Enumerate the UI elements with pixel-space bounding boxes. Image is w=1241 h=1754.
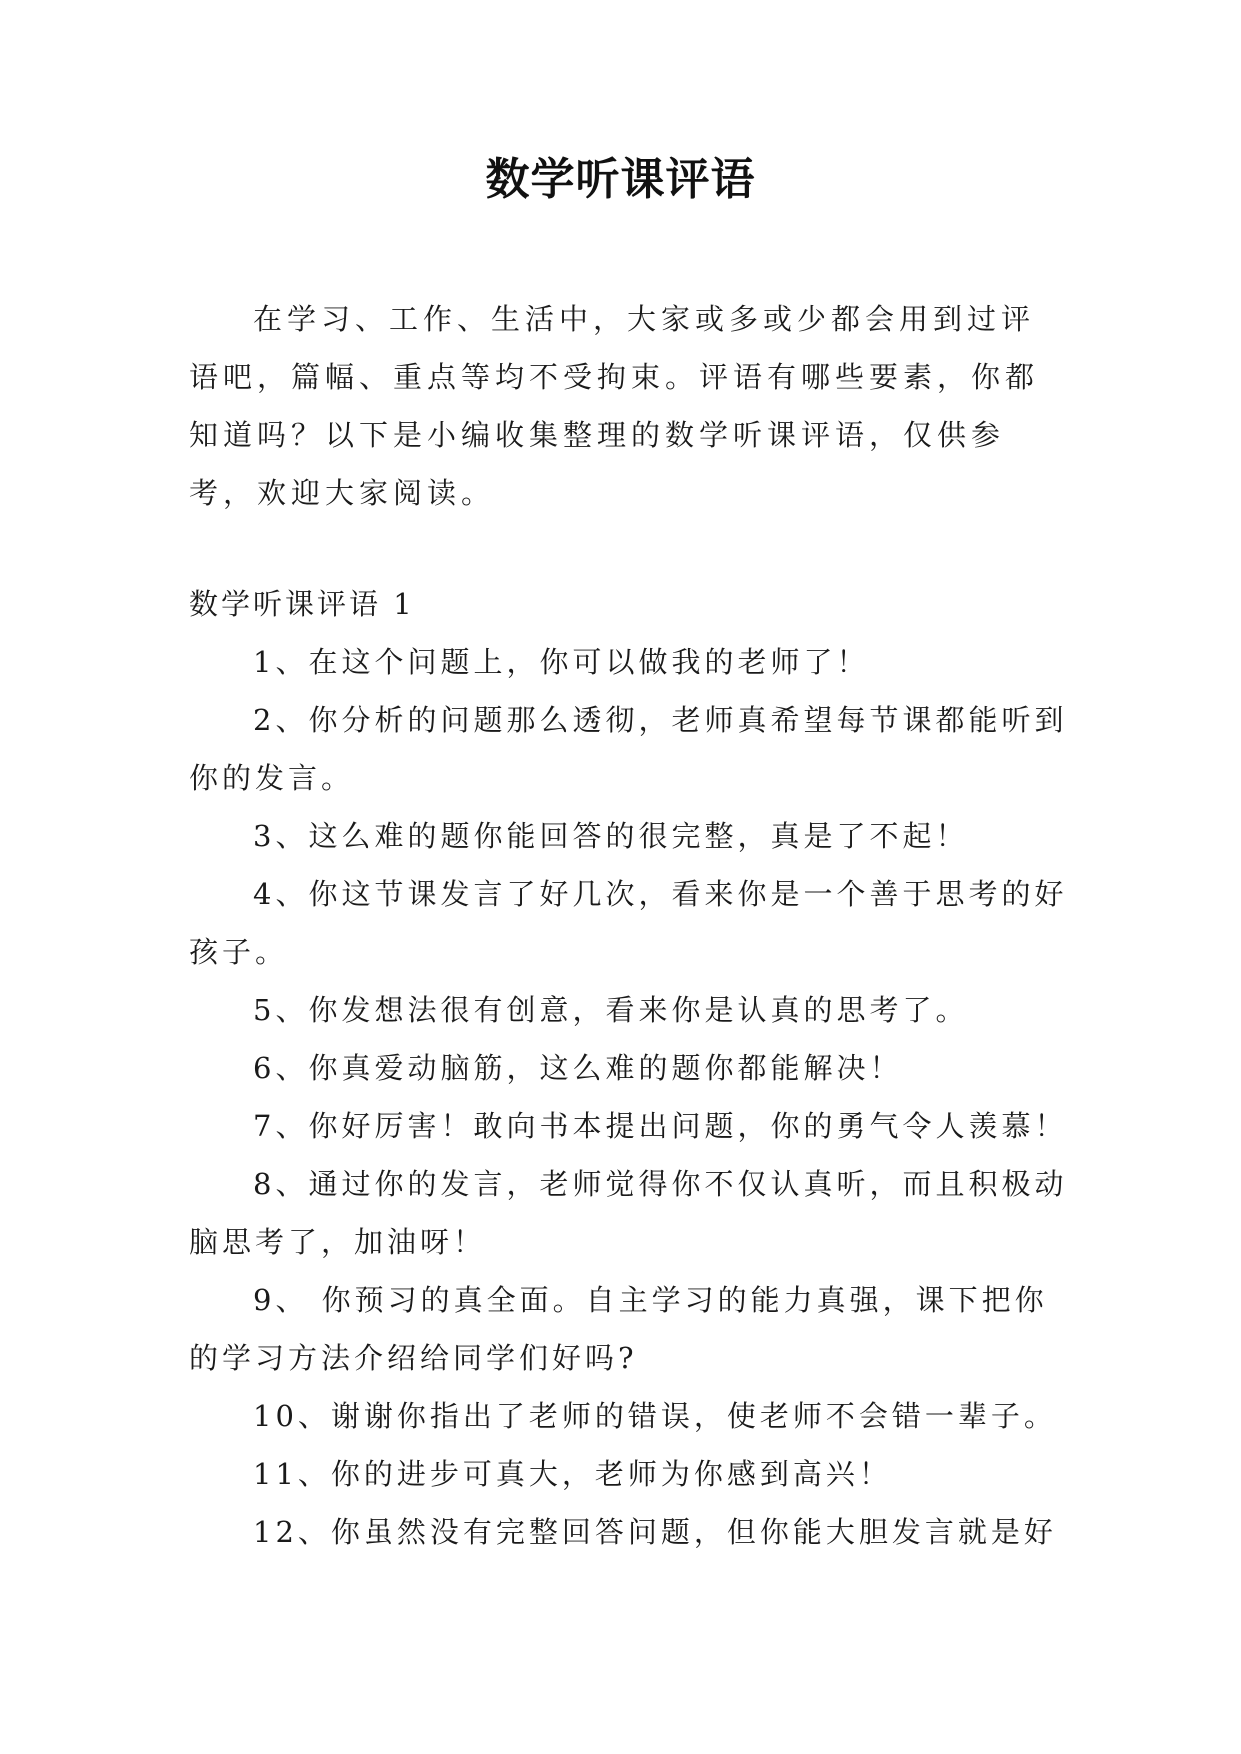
page-title: 数学听课评语 (485, 154, 756, 205)
list-item: 7、你好厉害！敢向书本提出问题，你的勇气令人羡慕！ (253, 1109, 1068, 1143)
list-item: 1、在这个问题上，你可以做我的老师了！ (253, 645, 870, 679)
list-item: 8、通过你的发言，老师觉得你不仅认真听，而且积极动脑思考了，加油呀！ (189, 1167, 1068, 1259)
intro-paragraph: 在学习、工作、生活中，大家或多或少都会用到过评语吧，篇幅、重点等均不受拘束。评语有哪些要素，你都知道吗？以下是小编收集整理的数学听课评语，仅供参考，欢迎大家阅读。 (189, 302, 1040, 510)
list-item: 5、你发想法很有创意，看来你是认真的思考了。 (253, 993, 969, 1027)
list-item: 12、你虽然没有完整回答问题，但你能大胆发言就是好 (253, 1515, 1057, 1549)
list-item: 3、这么难的题你能回答的很完整，真是了不起！ (253, 819, 969, 853)
section-heading: 数学听课评语 1 (189, 587, 415, 621)
list-item: 9、 你预习的真全面。自主学习的能力真强，课下把你的学习方法介绍给同学们好吗? (189, 1283, 1048, 1375)
comment-list (189, 633, 1069, 1561)
list-item: 11、你的进步可真大，老师为你感到高兴！ (253, 1457, 892, 1491)
list-item: 10、谢谢你指出了老师的错误，使老师不会错一辈子。 (253, 1399, 1057, 1433)
list-item: 6、你真爱动脑筋，这么难的题你都能解决！ (253, 1051, 903, 1085)
list-item: 4、你这节课发言了好几次，看来你是一个善于思考的好孩子。 (189, 877, 1068, 969)
list-item: 2、你分析的问题那么透彻，老师真希望每节课都能听到你的发言。 (189, 703, 1068, 795)
